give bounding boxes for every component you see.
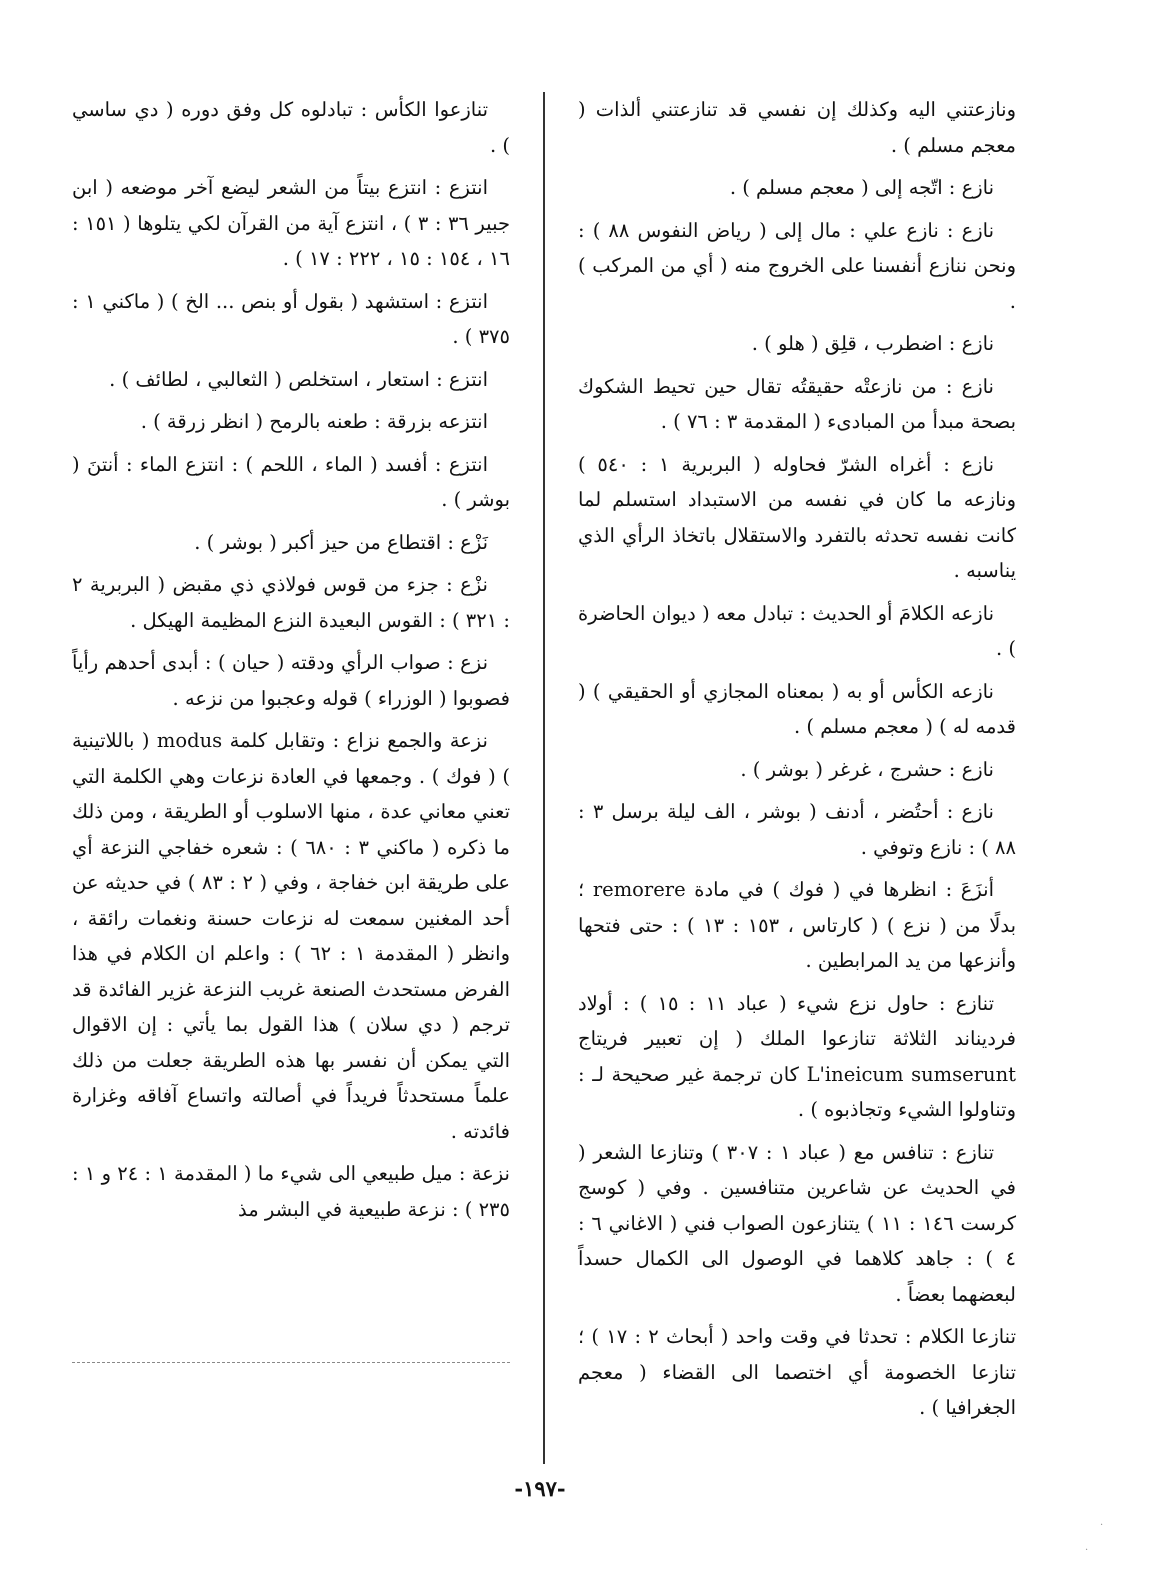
entry: تنازعوا الكأس : تبادلوه كل وفق دوره ( دي ساسي ) . — [72, 98, 510, 157]
entry: نازع : اضطرب ، قلِق ( هلو ) . — [751, 332, 994, 355]
entry: انتزع : استعار ، استخلص ( الثعالبي ، لطائف ) . — [109, 367, 488, 391]
entry: تنازعا الكلام : تحدثا في وقت واحد ( أبحاث ٢ : ١٧ ) ؛ تنازعا الخصومة أي اختصما الى القضاء ( معجم الجغرافيا ) . — [578, 1325, 1016, 1419]
entry: نازع : أحتُضر ، أدنف ( بوشر ، الف ليلة برسل ٣ : ٨٨ ) : نازع وتوفي . — [578, 800, 1016, 859]
column-divider — [543, 92, 545, 1464]
right-column — [578, 92, 1016, 1433]
separator-line — [72, 1362, 510, 1363]
entry: نازع : اتّجه إلى ( معجم مسلم ) . — [729, 176, 994, 199]
entry: انتزعه بزرقة : طعنه بالرمح ( انظر زرقة ) . — [140, 410, 488, 433]
entry: نازع : حشرج ، غرغر ( بوشر ) . — [740, 757, 994, 781]
entry: تنازع : تنافس مع ( عباد ١ : ٣٠٧ ) وتنازعا الشعر ( في الحديث عن شاعرين متنافسين . وفي ( كوسج كرست ١٤٦ : ١١ ) يتنازعون الصواب فني ( الاغاني ٦ : ٤ ) : جاهد كلاهما في الوصول الى الكمال حسداً لبعضهما بعضاً . — [578, 1140, 1016, 1306]
entry: نازعه الكلامَ أو الحديث : تبادل معه ( ديوان الحاضرة ) . — [578, 601, 1016, 660]
entry: نازع : أغراه الشرّ فحاوله ( البربرية ١ : ٥٤٠ ) ونازعه ما كان في نفسه من الاستبداد استسلم لما كانت نفسه تحدثه بالتفرد والاستقلال باتخاذ الرأي الذي يناسبه . — [578, 452, 1016, 582]
entry: نازعه الكأس أو به ( بمعناه المجازي أو الحقيقي ) ( قدمه له ) ( معجم مسلم ) . — [578, 679, 1016, 738]
entry: ونازعتني اليه وكذلك إن نفسي قد تنازعتني ألذات ( معجم مسلم ) . — [578, 98, 1016, 157]
entry: انتزع : انتزع بيتاً من الشعر ليضع آخر موضعه ( ابن جبير ٣٦ : ٣ ) ، انتزع آية من القرآن لكي يتلوها ( ١٥١ : ١٦ ، ١٥٤ : ١٥ ، ٢٢٢ : ١٧ ) . — [72, 176, 511, 270]
entry: نزعة والجمع نزاع : وتقابل كلمة modus ( باللاتينية ) ( فوك ) . وجمعها في العادة نزعات وهي الكلمة التي تعني معاني عدة ، منها الاسلوب أو الطريقة ، ومن ذلك ما ذكره ( ماكني ٣ : ٦٨٠ ) : شعره خفاجي النزعة أي على طريقة ابن خفاجة ، وفي ( ٢ : ٨٣ ) في حديثه عن أحد المغنين سمعت له نزعات حسنة ونغمات رائقة ، وانظر ( المقدمة ١ : ٦٢ ) : واعلم ان الكلام في هذا الفرض مستحدث الصنعة غريب النزعة غزير الفائدة قد ترجم ( دي سلان ) هذا القول بما يأتي : إن الاقوال التي يمكن أن نفسر بها هذه الطريقة جعلت من ذلك علماً مستحدثاً فريداً في أصالته واتساع آفاقه وغزارة فائدته . — [72, 729, 511, 1143]
entry: نازع : من نازعتْه حقيقتُه تقال حين تحيط الشكوك بصحة مبدأ من المبادىء ( المقدمة ٣ : ٧٦ ) . — [578, 374, 1016, 433]
left-column — [72, 92, 510, 1234]
entry: انتزع : استشهد ( بقول أو بنص ... الخ ) ( ماكني ١ : ٣٧٥ ) . — [72, 289, 510, 348]
entry: نَزْع : اقتطاع من حيز أكبر ( بوشر ) . — [194, 530, 488, 554]
entry: نازع : نازع علي : مال إلى ( رياض النفوس ٨٨ ) : ونحن ننازع أنفسنا على الخروج منه ( أي من المركب ) . — [578, 218, 1016, 313]
entry: نزْع : جزء من قوس فولاذي ذي مقبض ( البربرية ٢ : ٣٢١ ) : القوس البعيدة النزع المظيمة الهيكل . — [72, 573, 510, 632]
entry: أنزَعَ : انظرها في ( فوك ) في مادة remorere ؛ بدلًا من ( نزع ) ( كارتاس ، ١٥٣ : ١٣ ) : حتى فتحها وأنزعها من يد المرابطين . — [578, 878, 1017, 972]
page-number: -١٩٧- — [514, 1476, 566, 1501]
scan-speck: · — [1100, 1520, 1104, 1531]
entry: نزعة : ميل طبيعي الى شيء ما ( المقدمة ١ : ٢٤ و ١ : ٢٣٥ ) : نزعة طبيعية في البشر مذ — [72, 1162, 510, 1221]
entry: انتزع : أفسد ( الماء ، اللحم ) : انتزع الماء : أنتنَ ( بوشر ) . — [72, 452, 510, 511]
entry: نزع : صواب الرأي ودقته ( حيان ) : أبدى أحدهم رأياً فصوبوا ( الوزراء ) قوله وعجبوا من نزعه . — [72, 651, 510, 710]
entry: تنازع : حاول نزع شيء ( عباد ١١ : ١٥ ) : أولاد فرديناند الثلاثة تنازعوا الملك ( إن تعبير فريتاج L'ineicum sumserunt كان ترجمة غير صحيحة لـ : وتناولوا الشيء وتجاذبوه ) . — [578, 991, 1016, 1121]
scan-speck: · — [1085, 1545, 1089, 1556]
